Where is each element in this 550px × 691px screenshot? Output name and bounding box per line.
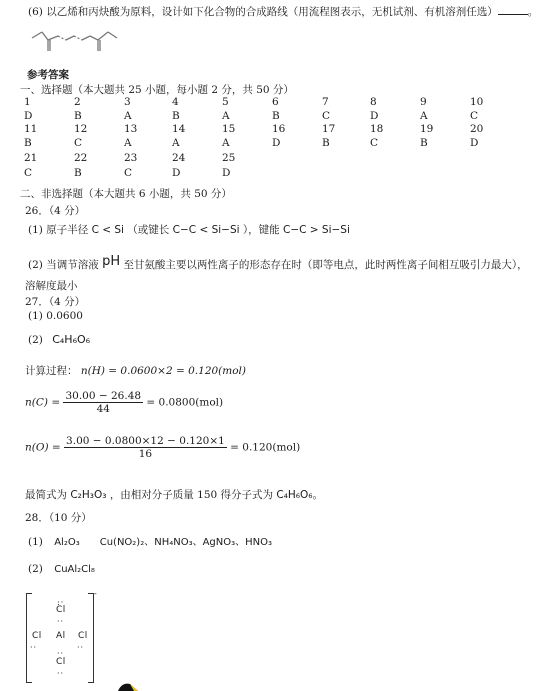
q27-nc-denominator: 44: [96, 403, 110, 415]
answer-choice: D: [470, 137, 479, 149]
q26-part2-prefix: (2) 当调节溶液: [28, 259, 99, 271]
q27-calc-nh: n(H) = 0.0600×2 = 0.120(mol): [80, 365, 247, 377]
lewis-structure-bracket: [26, 593, 94, 683]
bracket-corner: [27, 593, 32, 594]
answer-choice: A: [420, 110, 428, 122]
bracket-corner: [27, 682, 32, 683]
lewis-al-center: Al: [56, 631, 66, 641]
question-number: 21: [24, 152, 38, 164]
question-number: 15: [222, 123, 236, 135]
q27-part2-label: (2): [28, 334, 43, 346]
answer-choice: D: [370, 110, 379, 122]
question-number: 25: [222, 152, 236, 164]
answer-choice: B: [74, 110, 82, 122]
question-number: 8: [370, 96, 377, 108]
question-number: 24: [172, 152, 186, 164]
q27-part1: (1) 0.0600: [28, 310, 83, 322]
answer-choice: B: [172, 110, 180, 122]
q27-no-left: n(O) =: [25, 441, 61, 454]
lewis-cl-top: Cl: [56, 605, 66, 615]
q27-nc-equation: [25, 390, 223, 415]
q26-part1-prefix: (1) 原子半径: [28, 224, 89, 236]
question-number: 19: [420, 123, 434, 135]
q27-label: 27．（4 分）: [25, 296, 86, 308]
question-6-end: 。: [527, 6, 539, 18]
question-number: 23: [124, 152, 138, 164]
question-number: 17: [322, 123, 336, 135]
q28-part1-items: Al₂O₃ Cu(NO₂)₂、NH₄NO₃、AgNO₃、HNO₃: [54, 537, 273, 548]
question-number: 3: [124, 96, 131, 108]
question-number: 22: [74, 152, 88, 164]
q28-part2: [28, 563, 95, 575]
electron-dots: ··: [57, 669, 65, 678]
q27-calc-label: 计算过程：: [25, 365, 78, 377]
question-number: 13: [124, 123, 138, 135]
section-2-heading: 二、非选择题（本大题共 6 小题，共 50 分）: [20, 188, 232, 200]
question-number: 1: [24, 96, 31, 108]
q27-no-fraction: [64, 435, 227, 460]
answer-choice: D: [222, 167, 231, 179]
answer-choice: A: [172, 137, 180, 149]
question-number: 7: [322, 96, 329, 108]
question-number: 12: [74, 123, 88, 135]
electron-dots: ··: [57, 617, 65, 626]
bracket-corner: [88, 593, 93, 594]
q27-no-equation: [25, 435, 300, 460]
question-number: 18: [370, 123, 384, 135]
q27-nc-fraction: [63, 390, 143, 415]
answer-title: 参考答案: [27, 69, 69, 81]
q27-part2: [28, 333, 90, 346]
answer-choice: B: [74, 167, 82, 179]
electron-dots: ··: [30, 643, 38, 652]
lewis-cl-right: Cl: [78, 631, 88, 641]
q28-part2-label: (2): [28, 563, 43, 575]
cursor-icon: [116, 680, 146, 691]
question-number: 6: [272, 96, 279, 108]
q27-nc-right: = 0.0800(mol): [146, 396, 224, 409]
question-number: 4: [172, 96, 179, 108]
q27-nc-numerator: 30.00 − 26.48: [65, 390, 142, 402]
q26-bond-length-formula: C−C < Si−Si: [172, 224, 240, 236]
question-number: 14: [172, 123, 186, 135]
q26-part2: [28, 254, 528, 272]
answer-choice: C: [470, 110, 479, 122]
question-6: [28, 4, 538, 19]
q27-conclusion: [25, 487, 323, 502]
question-number: 2: [74, 96, 81, 108]
question-number: 10: [470, 96, 484, 108]
answer-choice: B: [322, 137, 330, 149]
question-number: 20: [470, 123, 484, 135]
question-6-text: (6) 以乙烯和丙炔酸为原料，设计如下化合物的合成路线（用流程图表示，无机试剂、有机溶剂任选）: [28, 6, 498, 18]
answer-choice: B: [24, 137, 32, 149]
answer-choice: D: [172, 167, 181, 179]
answer-choice: B: [272, 110, 280, 122]
q27-empirical-formula: C₂H₃O₃: [70, 489, 107, 501]
charge-mark: -: [94, 589, 97, 598]
electron-dots: ··: [77, 643, 85, 652]
question-number: 11: [24, 123, 38, 135]
answer-choice: A: [124, 137, 132, 149]
q26-bond-energy-formula: C−C > Si−Si: [282, 224, 350, 236]
lewis-cl-left: Cl: [32, 631, 42, 641]
answer-choice: C: [124, 167, 133, 179]
q28-label: 28．（10 分）: [25, 512, 92, 524]
q27-no-right: = 0.120(mol): [230, 441, 301, 454]
target-molecule-structure: [30, 24, 120, 60]
q26-radius-formula: C < Si: [91, 224, 124, 236]
electron-dots: :·: [57, 598, 65, 607]
q26-ph: pH: [102, 254, 121, 269]
lewis-cl-bottom: Cl: [56, 657, 66, 667]
q26-part1-mid: （或键长: [127, 224, 170, 236]
electron-dots: ··: [57, 649, 65, 658]
q27-molecular-formula: C₄H₆O₆: [276, 489, 313, 501]
answer-choice: C: [322, 110, 331, 122]
q26-part2-text: 至甘氨酸主要以两性离子的形态存在时（即等电点，此时两性离子间相互吸引力最大），: [123, 259, 528, 271]
answer-choice: C: [74, 137, 83, 149]
q27-no-denominator: 16: [138, 448, 153, 460]
q28-part1: [28, 533, 272, 548]
q26-part1: [28, 222, 350, 237]
answer-choice: A: [124, 110, 132, 122]
answer-choice: D: [24, 110, 33, 122]
bracket-corner: [88, 682, 93, 683]
answer-choice: C: [24, 167, 33, 179]
question-number: 9: [420, 96, 427, 108]
q27-nc-left: n(C) =: [25, 396, 61, 409]
answer-choice: A: [222, 110, 230, 122]
answer-blank: [498, 5, 528, 15]
answer-choice: D: [272, 137, 281, 149]
answer-choice: B: [420, 137, 428, 149]
section-1-heading: 一、选择题（本大题共 25 小题，每小题 2 分，共 50 分）: [20, 84, 294, 96]
q26-label: 26．（4 分）: [25, 205, 86, 217]
question-number: 5: [222, 96, 229, 108]
q28-formula: CuAl₂Cl₈: [54, 564, 95, 575]
q27-conclusion-end: 。: [312, 489, 323, 501]
q26-part1-mid2: ），键能: [242, 224, 280, 236]
q27-no-numerator: 3.00 − 0.0800×12 − 0.120×1: [66, 435, 225, 447]
q26-part2-end: 溶解度最小: [25, 280, 78, 292]
q27-formula: C₄H₆O₆: [52, 333, 91, 346]
q27-conclusion-b: ，由相对分子质量 150 得分子式为: [109, 489, 274, 501]
answer-choice: C: [370, 137, 379, 149]
answer-choice: A: [222, 137, 230, 149]
q28-part1-label: (1): [28, 536, 43, 548]
q27-calc: [25, 363, 246, 378]
q27-conclusion-a: 最简式为: [25, 489, 67, 501]
question-number: 16: [272, 123, 286, 135]
